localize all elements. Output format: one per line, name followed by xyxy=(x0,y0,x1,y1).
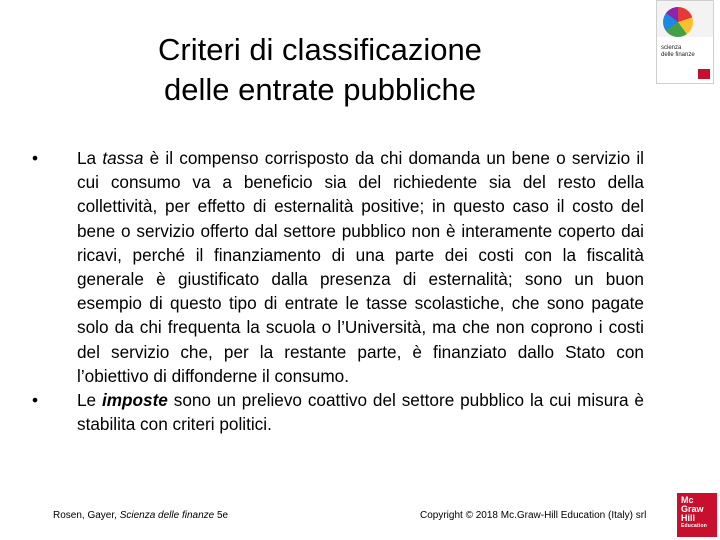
logo-line-2: Graw xyxy=(681,504,704,514)
book-cover-label: scienza delle finanze xyxy=(661,45,695,58)
bullet-marker: • xyxy=(32,390,39,411)
footer-citation-authors: Rosen, Gayer, xyxy=(53,510,120,521)
footer-citation xyxy=(53,510,228,521)
logo-line-4: Education xyxy=(681,523,707,529)
bullet-text: sono un prelievo coattivo del settore pubblico la cui misura è stabilita con criteri politici. xyxy=(77,390,644,435)
slide-title-line-1: Criteri di classificazione xyxy=(158,32,482,67)
bullet-emphasis: tassa xyxy=(102,148,144,168)
slide-title xyxy=(80,30,560,110)
book-cover-thumbnail xyxy=(656,0,714,84)
bullet-text: è il compenso corrisposto da chi domanda un bene o servizio il cui consumo va a beneficio sia del richiedente sia del resto della collettività, per effetto di esternalità positive; in questo caso il costo del bene o servizio offerto dal settore pubblico non è interamente coperto dai ricavi, perché il finanziamento di una parte dei costi con la fiscalità generale è giustificato dalla presenza di esternalità; sono un buon esempio di questo tipo di entrate le tasse scolastiche, che sono pagate solo da chi frequenta la scuola o l’Università, ma che non coprono i costi del servizio che, per la restante parte, è finanziato dallo Stato con l’obiettivo di diffonderne il consumo. xyxy=(77,148,644,386)
bullet-item-tassa xyxy=(32,146,644,388)
book-cover-publisher-icon xyxy=(698,69,710,79)
bullet-emphasis: imposte xyxy=(101,390,168,411)
book-cover-graphic-icon xyxy=(663,7,693,37)
footer-copyright: Copyright © 2018 Mc.Graw-Hill Education (Italy) srl xyxy=(420,510,647,521)
bullet-marker: • xyxy=(32,148,39,168)
mcgraw-hill-education-logo-icon xyxy=(677,493,717,537)
footer-citation-edition: 5e xyxy=(214,510,229,521)
logo-line-3: Hill xyxy=(681,513,696,523)
bullet-prefix: La xyxy=(77,148,103,168)
bullet-item-imposte xyxy=(32,388,644,436)
slide-title-line-2: delle entrate pubbliche xyxy=(164,72,476,107)
footer-citation-book: Scienza delle finanze xyxy=(119,510,215,521)
bullet-prefix: Le xyxy=(77,390,102,411)
logo-line-1: Mc xyxy=(681,495,694,505)
bullet-list xyxy=(32,146,644,436)
